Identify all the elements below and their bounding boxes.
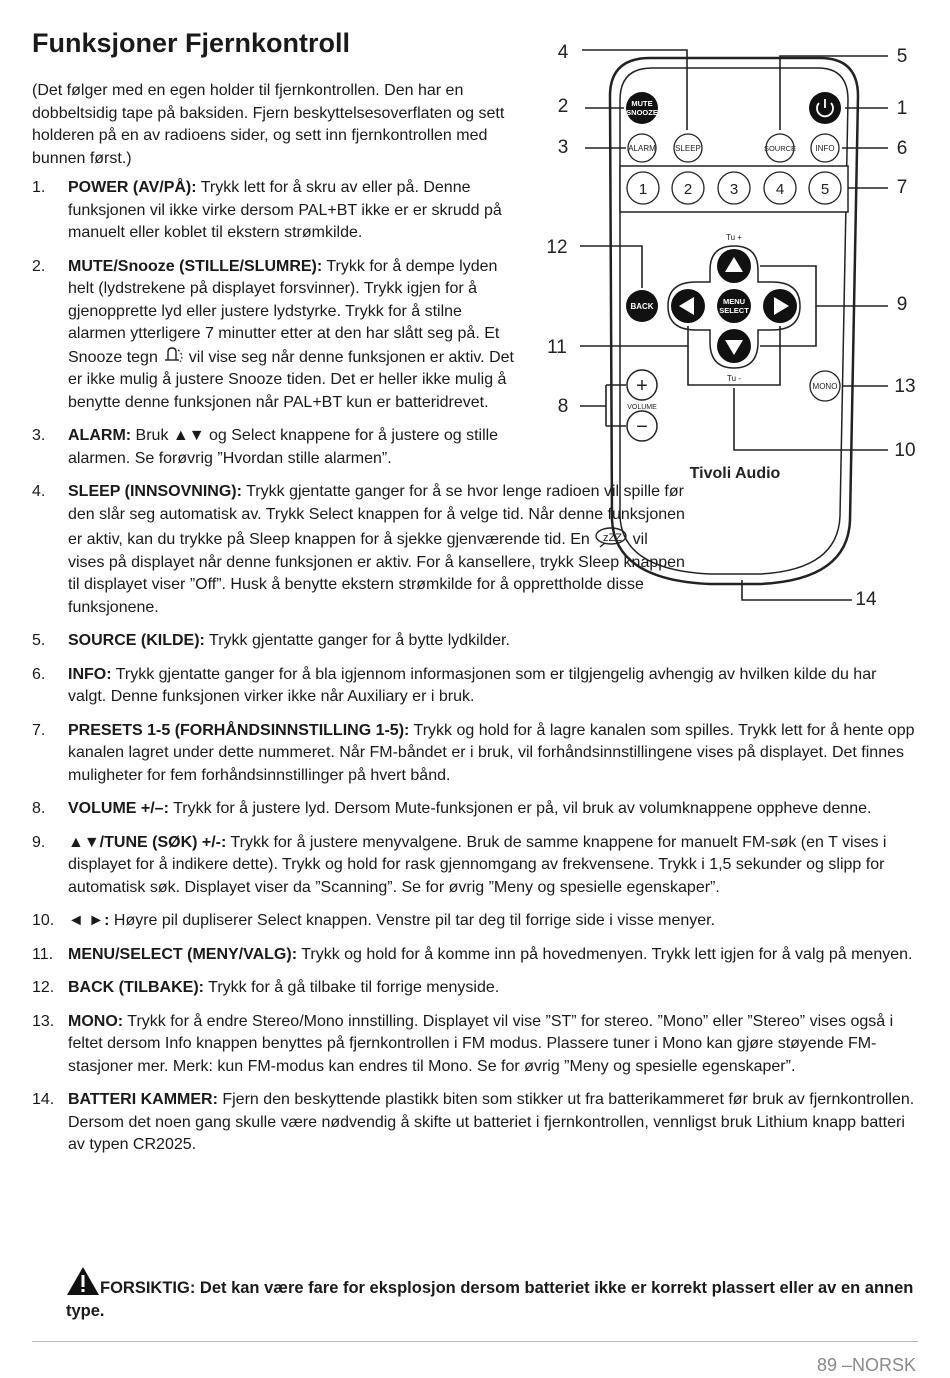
item-label: SLEEP (INNSOVNING): <box>68 483 242 500</box>
callout-4: 4 <box>557 42 569 63</box>
callout-14: 14 <box>855 589 877 610</box>
volume-down-button[interactable] <box>627 411 657 441</box>
list-item <box>32 977 918 1000</box>
item-number: 9. <box>32 833 46 851</box>
back-label: BACK <box>630 302 654 311</box>
item-text: Fjern den beskyttende plastikk biten som stikker ut fra batterikammeret før bruk av fjernkontrollen. Dersom det noen gang skulle være nødvendig å skifte ut batteriet i fjernkontrollen, vennligst bruk Lithium knapp batteri av typen CR2025. <box>68 1091 915 1153</box>
item-number: 3. <box>32 427 46 444</box>
mono-button[interactable] <box>810 371 840 401</box>
down-arrow-button[interactable] <box>717 329 751 363</box>
list-item <box>32 1089 918 1157</box>
list-item <box>32 720 918 788</box>
footer-divider <box>32 1341 918 1342</box>
alarm-button[interactable] <box>628 134 656 162</box>
list-item <box>32 664 918 709</box>
item-number: 11. <box>32 945 54 963</box>
item-text: Trykk for å dempe lyden helt (lydstrekene på displayet forsvinner). Trykk igjen for å gjenopprette lyd eller justere lydstyrke. Trykk for å stilne alarmen ytterligere 7 minutter etter at den har slått seg på. Et Snooze tegn <box>68 257 500 366</box>
callout-13: 13 <box>894 376 916 397</box>
item-label: MUTE/Snooze (STILLE/SLUMRE): <box>68 257 323 275</box>
preset-label: 1 <box>638 181 648 198</box>
item-number: 7. <box>32 721 46 739</box>
callout-8: 8 <box>557 396 569 417</box>
callout-9: 9 <box>896 294 908 315</box>
item-number: 8. <box>32 800 46 817</box>
item-text: Trykk for å justere lyd. Dersom Mute-funksjonen er på, vil bruk av volumknappene oppheve denne. <box>168 800 872 817</box>
list-item <box>32 798 918 821</box>
item-text: Høyre pil dupliserer Select knappen. Venstre pil tar deg til forrige side i visse menyer. <box>109 912 716 929</box>
svg-text:zZZ: zZZ <box>603 532 623 544</box>
tune-up-label: Tu + <box>726 233 742 242</box>
tune-down-label: Tu - <box>727 374 741 383</box>
intro-paragraph: (Det følger med en egen holder til fjernkontrollen. Den har en dobbeltsidig tape på baksiden. Fjern beskyttelsesoverflaten og sett holderen på en av radioens sider, og sett inn fjernkontrollen med bunnen først.) <box>32 82 505 167</box>
page-footer: 89 –NORSK <box>816 1355 916 1375</box>
preset-label: 5 <box>820 181 830 198</box>
item-number: 2. <box>32 257 46 275</box>
item-text: vil vise seg når denne funksjonen er aktiv. Det er ikke mulig å justere Snooze tiden. Det er heller ikke mulig å benytte denne funksjonen når PAL+BT kun er batteridrevet. <box>68 348 514 411</box>
callout-12: 12 <box>546 237 568 258</box>
preset-1-button[interactable] <box>627 172 659 204</box>
menu-label: MENU <box>722 297 746 306</box>
warning-triangle-icon <box>66 1266 100 1296</box>
caution-note <box>66 1266 926 1323</box>
up-arrow-button[interactable] <box>717 249 751 283</box>
item-number: 5. <box>32 632 46 649</box>
callout-10: 10 <box>894 440 916 461</box>
item-label: BACK (TILBAKE): <box>68 979 204 996</box>
list-item <box>32 832 918 900</box>
item-text: Trykk for å justere menyvalgene. Bruk de samme knappene for manuelt FM-søk (en T vises i displayet for å indikere dette). Trykk og hold for rask gjennomgang av frekvensene. Trykk i 1,5 sekunder og slipp for automatisk søk. Displayet viser da ”Scanning”. Se for øvrig ”Meny og spesielle egenskaper”. <box>68 833 887 896</box>
item-label: ALARM: <box>68 427 132 444</box>
mono-label: MONO <box>812 382 838 391</box>
item-label: VOLUME +/–: <box>68 800 169 817</box>
item-label: MONO: <box>68 1012 124 1030</box>
callout-7: 7 <box>896 177 908 198</box>
item-text: Trykk for å gå tilbake til forrige menyside. <box>203 979 500 996</box>
menu-select-button[interactable] <box>717 289 751 323</box>
preset-3-button[interactable] <box>718 172 750 204</box>
preset-2-button[interactable] <box>672 172 704 204</box>
mute-snooze-button[interactable] <box>626 92 658 124</box>
item-number: 14. <box>32 1091 55 1108</box>
list-item <box>32 944 918 967</box>
volume-label: VOLUME <box>627 404 657 411</box>
item-text: Trykk for å endre Stereo/Mono innstilling. Displayet vil vise ”ST” for stereo. ”Mono” eller ”Stereo” vises også i feltet dersom Info knappen benyttes på fjernkontrollen i FM modus. Plassere tuner i Mono kan gjøre støyende FM-stasjoner mer. Merk: kun FM-modus kan endres til Mono. Se for øvrig ”Meny og spesielle egenskaper”. <box>68 1012 894 1075</box>
right-arrow-button[interactable] <box>763 289 797 323</box>
source-button[interactable] <box>764 134 796 162</box>
item-text: Trykk gjentatte ganger for å bla igjennom informasjonen som er tilgjengelig avhengig av hvilken kilde du har valgt. Denne funksjonen virker ikke når Auxiliary er i bruk. <box>68 665 877 705</box>
list-item <box>32 910 918 933</box>
snooze-label: SNOOZE <box>626 108 658 117</box>
power-button[interactable] <box>809 92 841 124</box>
list-item <box>32 1011 918 1079</box>
item-label: BATTERI KAMMER: <box>68 1091 218 1108</box>
item-number: 10. <box>32 912 55 929</box>
left-arrow-button[interactable] <box>671 289 705 323</box>
sleep-label: SLEEP <box>675 144 701 153</box>
page-title: Funksjoner Fjernkontroll <box>32 28 351 58</box>
alarm-label: ALARM <box>628 144 656 153</box>
callout-3: 3 <box>557 137 569 158</box>
callout-1: 1 <box>896 98 908 119</box>
item-number: 1. <box>32 179 46 196</box>
item-label: SOURCE (KILDE): <box>68 632 205 649</box>
item-label: ▲▼/TUNE (SØK) +/-: <box>68 833 227 851</box>
volume-up-button[interactable] <box>627 370 657 400</box>
list-item <box>32 630 918 653</box>
preset-5-button[interactable] <box>809 172 841 204</box>
select-label: SELECT <box>719 306 749 315</box>
item-text: Trykk lett for å skru av eller på. Denne funksjonen vil ikke virke dersom PAL+BT ikke er er skrudd på manuelt eller koblet til ekstern strømkilde. <box>68 179 502 241</box>
preset-label: 2 <box>683 181 693 198</box>
item-text: vil vises på displayet når denne funksjonen er aktiv. For å kansellere, trykk Sleep knappen til displayet viser ”Off”. Husk å benytte ekstern strømkilde for å opprettholde disse funksjonene. <box>68 531 685 616</box>
brand-logo: Tivoli Audio <box>689 465 781 482</box>
source-label: SOURCE <box>763 144 797 153</box>
item-label: INFO: <box>68 665 112 683</box>
info-label: INFO <box>815 144 835 153</box>
preset-label: 3 <box>729 181 739 198</box>
callout-5: 5 <box>896 46 908 67</box>
item-text: Trykk og hold for å komme inn på hovedmenyen. Trykk lett igjen for å valg på menyen. <box>297 945 913 963</box>
callout-11: 11 <box>547 337 567 358</box>
back-button[interactable] <box>626 290 658 322</box>
item-text: Trykk og hold for å lagre kanalen som spilles. Trykk lett for å hente opp kanalen lagret under dette nummeret. Når FM-båndet er i bruk, vil forhåndsinnstillingene vises på displayet. Det finnes muligheter for fem forhåndsinnstillinger på hvert bånd. <box>68 721 915 784</box>
item-text: Bruk ▲▼ og Select knappene for å justere og stille alarmen. Se forøvrig ”Hvordan stille alarmen”. <box>68 427 499 467</box>
caution-text: FORSIKTIG: Det kan være fare for eksplosjon dersom batteriet ikke er korrekt plassert eller av en annen type. <box>66 1279 914 1320</box>
preset-label: 4 <box>775 181 785 198</box>
item-number: 12. <box>32 979 55 996</box>
item-label: POWER (AV/PÅ): <box>68 179 197 196</box>
minus-icon: − <box>636 416 648 438</box>
plus-icon: + <box>636 375 648 397</box>
snooze-alarm-icon <box>162 346 184 366</box>
item-label: MENU/SELECT (MENY/VALG): <box>68 945 298 963</box>
item-number: 13. <box>32 1012 55 1030</box>
preset-4-button[interactable] <box>764 172 796 204</box>
callout-6: 6 <box>896 138 908 159</box>
remote-control-diagram <box>540 30 940 620</box>
item-text: Trykk gjentatte ganger for å se hvor lenge radioen vil spille før den slår seg automatisk av. Trykk Select knappen for å velge tid. Når denne funksjonen er aktiv, kan du trykke på Sleep knappen for å sjekke gjenværende tid. En <box>68 483 685 548</box>
item-number: 4. <box>32 483 46 500</box>
info-button[interactable] <box>811 134 839 162</box>
item-number: 6. <box>32 665 46 683</box>
item-text: Trykk gjentatte ganger for å bytte lydkilder. <box>204 632 510 649</box>
sleep-button[interactable] <box>674 134 702 162</box>
item-label: PRESETS 1-5 (FORHÅNDSINNSTILLING 1-5): <box>68 721 410 739</box>
mute-label: MUTE <box>631 99 653 108</box>
item-label: ◄ ►: <box>68 912 110 929</box>
callout-2: 2 <box>557 96 569 117</box>
